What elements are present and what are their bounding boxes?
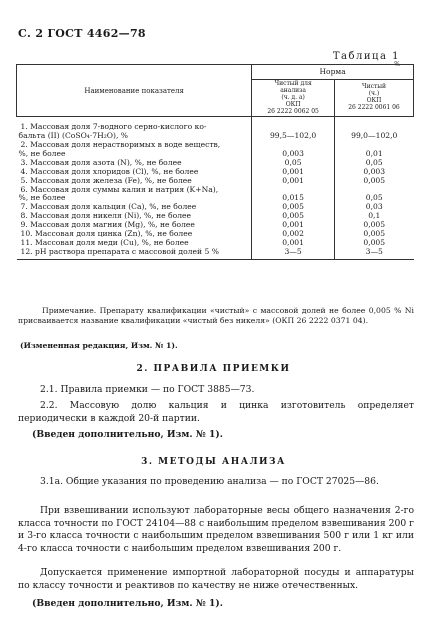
table-title-text: Таблица 1 (332, 51, 400, 62)
value-clean: 3—5 (334, 248, 413, 259)
indicator-name: %, не более (18, 149, 66, 159)
indicator-name: 3. Массовая доля азота (N), %, не более (20, 157, 182, 167)
value-clean-for-analysis: 0,005 (252, 212, 335, 221)
value-clean-for-analysis: 0,001 (252, 239, 335, 248)
table-unit: % (394, 61, 400, 68)
value-clean-for-analysis: 0,005 (252, 203, 335, 212)
value-clean: 0,1 (334, 212, 413, 221)
value-clean: 0,05 (334, 159, 413, 168)
value-clean: 99,0—102,0 (334, 132, 413, 141)
indicator-name: бальта (II) (CoSO₄·7H₂O), % (18, 131, 128, 141)
value-clean-for-analysis: 0,015 (252, 194, 335, 203)
table-title (332, 51, 400, 68)
column-header-norm: Норма (252, 65, 414, 80)
indicator-name: 2. Массовая доля нерастворимых в воде веществ, (20, 140, 221, 150)
note-edit-mark: (Измененная редакция, Изм. № 1). (20, 341, 178, 350)
value-clean-for-analysis: 0,001 (252, 221, 335, 230)
column-header-clean-for-analysis: Чистый для анализа (ч. д. а) ОКП 26 2222 0062 05 (252, 80, 335, 117)
paragraph-3-1a: 3.1а. Общие указания по проведению анализа — по ГОСТ 27025—86. (40, 476, 379, 487)
value-clean (334, 117, 413, 132)
value-clean: 0,01 (334, 150, 413, 159)
indicator-name: 9. Массовая доля магния (Mg), %, не более (20, 220, 195, 230)
value-clean: 0,05 (334, 194, 413, 203)
value-clean: 0,005 (334, 177, 413, 186)
column-header-name: Наименование показателя (17, 65, 252, 117)
indicator-name: 10. Массовая доля цинка (Zn), %, не более (20, 228, 193, 238)
value-clean: 0,005 (334, 239, 413, 248)
column-header-clean: Чистый (ч.) ОКП 26 2222 0061 06 (334, 80, 413, 117)
value-clean-for-analysis: 0,001 (252, 177, 335, 186)
value-clean: 0,005 (334, 230, 413, 239)
indicator-name: 6. Массовая доля суммы калия и натрия (K+Na), (20, 184, 219, 194)
paragraph-3-imported: Допускается применение импортной лабораторной посуды и аппаратуры по классу точности и реактивов по качеству не ниже отечественных. (18, 567, 414, 591)
value-clean-for-analysis: 3—5 (252, 248, 335, 259)
value-clean-for-analysis: 0,002 (252, 230, 335, 239)
value-clean: 0,03 (334, 203, 413, 212)
indicator-name: 11. Массовая доля меди (Cu), %, не более (20, 237, 189, 247)
indicator-name: 4. Массовая доля хлоридов (Cl), %, не более (20, 166, 199, 176)
indicator-name: 8. Массовая доля никеля (Ni), %, не более (20, 211, 192, 221)
indicator-name: 7. Массовая доля кальция (Ca), %, не более (20, 202, 197, 212)
value-clean-for-analysis: 0,003 (252, 150, 335, 159)
value-clean: 0,005 (334, 221, 413, 230)
table-row (17, 186, 414, 195)
paragraph-2-1: 2.1. Правила приемки — по ГОСТ 3885—73. (40, 384, 255, 395)
indicator-name: 12. pH раствора препарата с массовой долей 5 % (17, 248, 252, 259)
indicator-name: %, не более (18, 193, 66, 203)
paragraph-2-2: 2.2. Массовую долю кальция и цинка изготовитель определяет периодически в каждой 20-й партии. (18, 400, 414, 424)
section-3-title: 3. МЕТОДЫ АНАЛИЗА (141, 457, 286, 467)
section-2-edit-mark: (Введен дополнительно, Изм. № 1). (32, 429, 223, 440)
indicator-name: 5. Массовая доля железа (Fe), %, не более (20, 175, 192, 185)
table-row (17, 117, 414, 132)
value-clean-for-analysis: 0,05 (252, 159, 335, 168)
value-clean: 0,003 (334, 168, 413, 177)
page-header: С. 2 ГОСТ 4462—78 (18, 27, 146, 40)
paragraph-3-weighing: При взвешивании используют лабораторные весы общего назначения 2-го класса точности по ГОСТ 24104—88 с наибольшим пределом взвешивания 200 г и 3-го класса точности с наибольшим пределом взвешивания 500 г или 1 кг или 4-го класса точности с наибольшим пределом взвешивания 200 г. (18, 505, 414, 554)
requirements-table (16, 64, 414, 260)
section-2-title: 2. ПРАВИЛА ПРИЕМКИ (136, 364, 291, 374)
table-row (17, 248, 414, 259)
value-clean-for-analysis: 99,5—102,0 (252, 132, 335, 141)
indicator-name: 1. Массовая доля 7-водного серно-кислого ко- (20, 122, 207, 132)
table-note: Примечание. Препарату квалификации «чистый» с массовой долей не более 0,005 % Ni присваивается название квалификации «чистый без никеля» (ОКП 26 2222 0371 04). (18, 306, 414, 325)
table-body (17, 117, 414, 259)
value-clean-for-analysis (252, 117, 335, 132)
section-3-edit-mark: (Введен дополнительно, Изм. № 1). (32, 598, 223, 609)
table-row (17, 141, 414, 150)
value-clean-for-analysis: 0,001 (252, 168, 335, 177)
